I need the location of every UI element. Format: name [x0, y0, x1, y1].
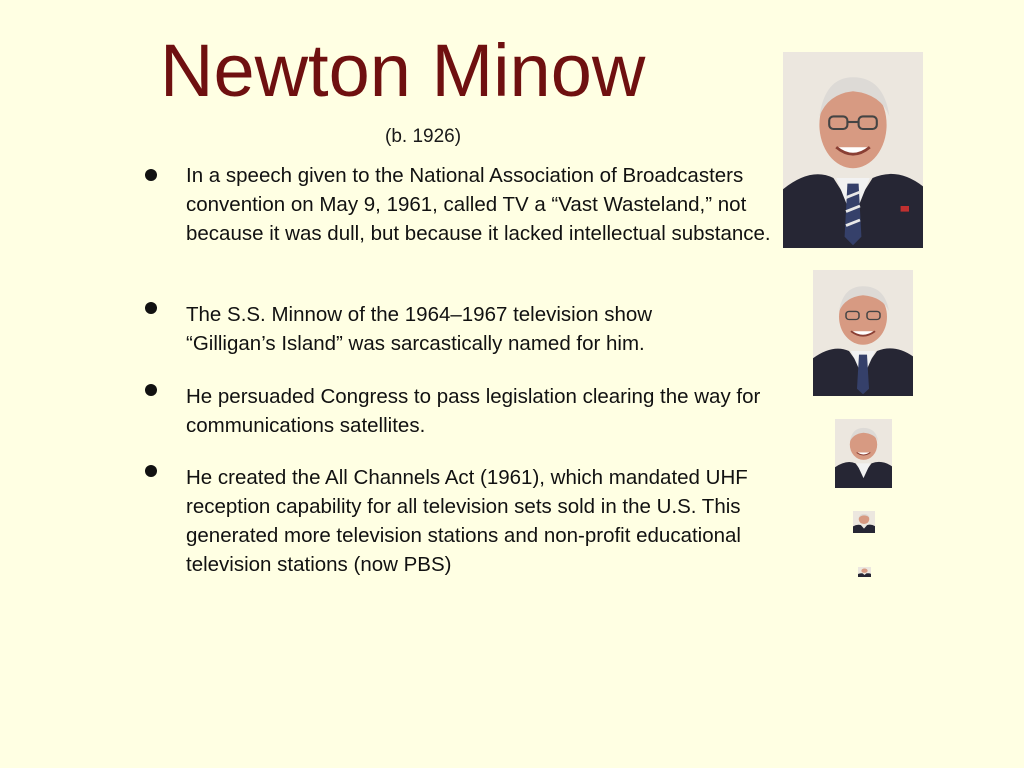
portrait-image — [813, 270, 913, 396]
portrait-photo-large — [783, 52, 923, 248]
bullet-text: In a speech given to the National Association of Broadcasters convention on May 9, 1961, called TV a “Vast Wasteland,” not because it was dull, but because it lacked intellectual substance. — [186, 164, 771, 245]
portrait-photo-tiny — [853, 511, 875, 533]
portrait-image — [783, 52, 923, 248]
bullet-dot — [145, 169, 157, 181]
slide-title: Newton Minow — [160, 29, 646, 112]
bullet-dot — [145, 384, 157, 396]
portrait-image — [858, 567, 871, 577]
portrait-photo-small — [835, 419, 892, 488]
bullet-text: The S.S. Minnow of the 1964–1967 television show “Gilligan’s Island” was sarcastically named for him. — [186, 303, 653, 355]
bullet-text: He persuaded Congress to pass legislation clearing the way for communications satellites. — [186, 385, 761, 437]
portrait-photo-medium — [813, 270, 913, 396]
slide-subtitle: (b. 1926) — [385, 126, 462, 147]
portrait-photo-thumb — [858, 567, 871, 577]
bullet-text: He created the All Channels Act (1961), which mandated UHF reception capability for all television sets sold in the U.S. This generated more television stations and non-profit educational television stations (now PBS) — [186, 466, 748, 576]
bullet-dot — [145, 302, 157, 314]
bullet-dot — [145, 465, 157, 477]
portrait-image — [853, 511, 875, 533]
portrait-image — [835, 419, 892, 488]
